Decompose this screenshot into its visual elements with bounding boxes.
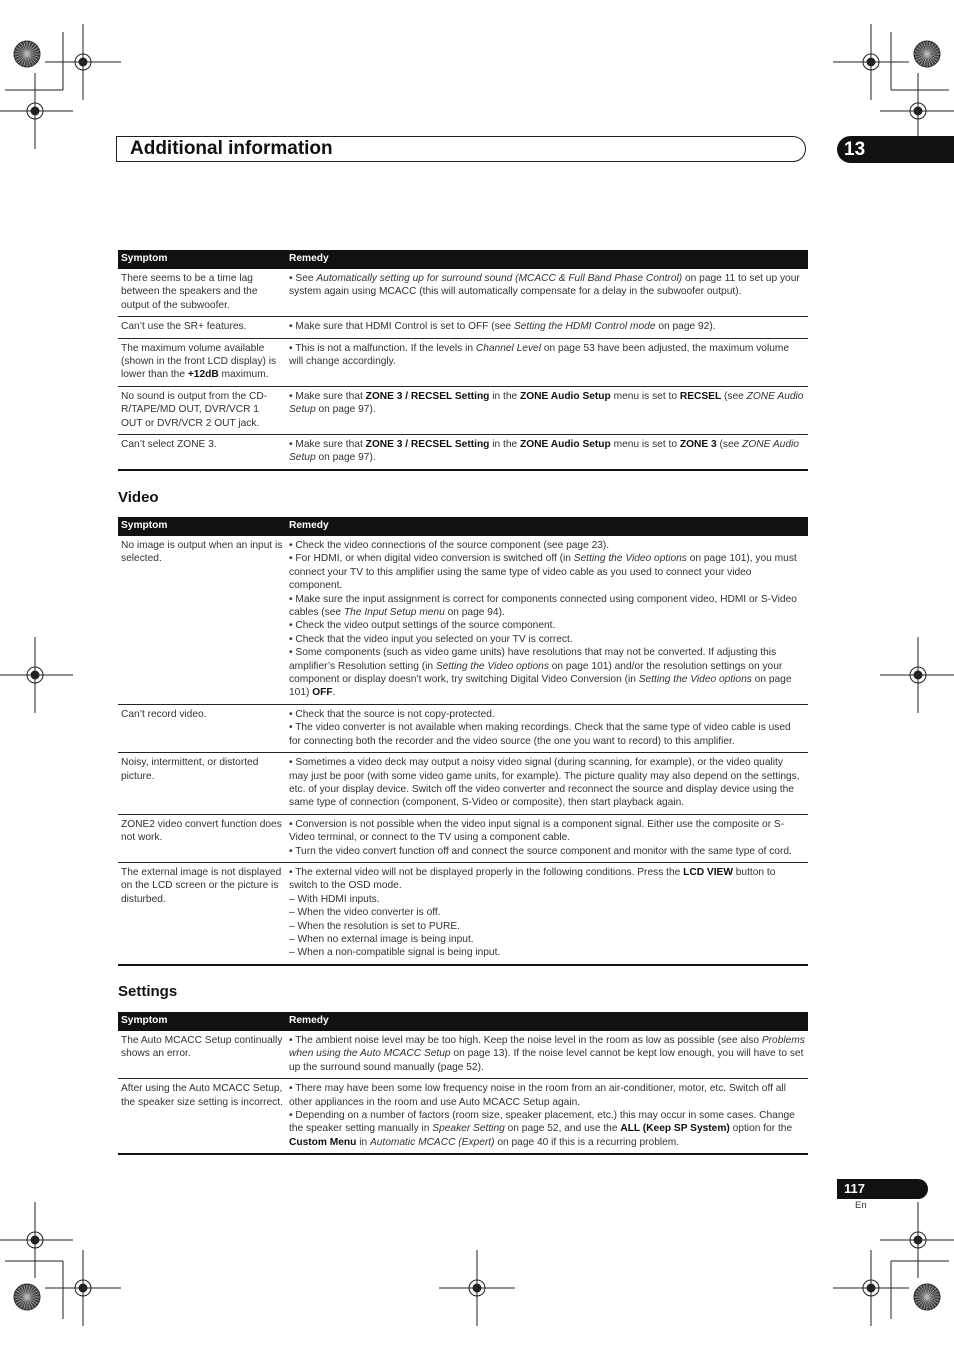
starburst-ray xyxy=(924,41,927,54)
starburst-ray xyxy=(914,54,927,57)
starburst-mark xyxy=(914,1284,940,1310)
starburst-ray xyxy=(21,1286,28,1297)
starburst-ray xyxy=(16,1291,27,1298)
starburst-ray xyxy=(924,1284,927,1297)
remedy-cell xyxy=(286,317,808,338)
page-title: Additional information xyxy=(130,138,333,159)
starburst-ray xyxy=(918,54,927,63)
crosshair-dot xyxy=(473,1284,481,1292)
remedy-cell xyxy=(286,753,808,815)
crosshair-dot xyxy=(79,1284,87,1292)
symptom-cell: Can’t record video. xyxy=(118,704,286,752)
symptom-cell: No image is output when an input is selected. xyxy=(118,536,286,704)
starburst-ray xyxy=(18,1297,27,1306)
remedy-line: • This is not a malfunction. If the levels in Channel Level on page 53 have been adjusted, the maximum volume will change accordingly. xyxy=(289,342,790,368)
column-header-symptom: Symptom xyxy=(118,517,286,536)
troubleshooting-table-video xyxy=(118,517,808,966)
crosshair-dot xyxy=(31,1236,39,1244)
remedy-line: • Some components (such as video game units) have resolutions that may not be converted. If adjusting this amplifier’s Resolution setting (in Setting the Video options on page 101) and/or the resolution settings on your component or display doesn’t work, try switching Digital Video Conversion (in Setting the Video options on page 101) OFF. xyxy=(289,647,792,699)
starburst-ray xyxy=(927,54,940,57)
column-header-remedy: Remedy xyxy=(286,517,808,536)
symptom-cell: ZONE2 video convert function does not work. xyxy=(118,814,286,862)
remedy-line: • The video converter is not available when making recordings. Check that the same type of video cable is used for connecting both the recorder and the video source (the one you want to record) to this amplifier. xyxy=(289,722,791,747)
table-row xyxy=(118,1079,808,1155)
crosshair-circle xyxy=(75,1280,91,1296)
starburst-mark xyxy=(914,41,940,67)
crosshair-circle xyxy=(27,103,43,119)
crosshair-circle xyxy=(27,1232,43,1248)
starburst-ray xyxy=(24,1297,27,1310)
table-header-row xyxy=(118,517,808,536)
starburst-ray xyxy=(24,54,27,67)
remedy-line: – When the video converter is off. xyxy=(289,907,441,919)
crosshair-dot xyxy=(31,107,39,115)
chapter-number-tab: 13 xyxy=(837,136,954,163)
crosshair-circle xyxy=(27,667,43,683)
table-row xyxy=(118,753,808,815)
crosshair-circle xyxy=(863,1280,879,1296)
column-header-remedy: Remedy xyxy=(286,1012,808,1031)
starburst-ray xyxy=(927,48,938,55)
starburst-ray xyxy=(927,1297,936,1306)
crosshair-circle xyxy=(863,54,879,70)
symptom-cell: Noisy, intermittent, or distorted picture. xyxy=(118,753,286,815)
starburst-ray xyxy=(916,54,927,61)
remedy-line: • The external video will not be displayed properly in the following conditions. Press the LCD VIEW button to switch to the OSD mode. xyxy=(289,866,776,892)
starburst-ray xyxy=(927,1294,940,1297)
remedy-line: • Turn the video convert function off and connect the source component and monitor with the same type of cord. xyxy=(289,845,792,857)
starburst-ray xyxy=(927,1286,934,1297)
remedy-line: • Check that the video input you selected on your TV is correct. xyxy=(289,633,573,645)
remedy-line: • Make sure that HDMI Control is set to OFF (see Setting the HDMI Control mode on page 92). xyxy=(289,321,716,333)
troubleshooting-table-settings xyxy=(118,1012,808,1155)
table-header-row xyxy=(118,250,808,269)
remedy-line: • Make sure that ZONE 3 / RECSEL Setting in the ZONE Audio Setup menu is set to RECSEL (see ZONE Audio Setup on page 97). xyxy=(289,390,804,416)
starburst-ray xyxy=(27,1297,30,1310)
starburst-ray xyxy=(16,54,27,61)
starburst-ray xyxy=(18,54,27,63)
table-row xyxy=(118,386,808,434)
starburst-ray xyxy=(21,1297,28,1308)
remedy-cell xyxy=(286,862,808,964)
symptom-cell: The external image is not displayed on the LCD screen or the picture is disturbed. xyxy=(118,862,286,964)
starburst-ray xyxy=(918,1288,927,1297)
remedy-line: – When no external image is being input. xyxy=(289,933,474,945)
remedy-line: • Sometimes a video deck may output a noisy video signal (during scanning, for example), or the video quality may just be poor (with some video game units, for example). The picture quality may also depend on the settings, etc. of your display device. Switch off the video converter and reconnect the source and display device using the same type of connection (component, S-Video or composite), then start playback again. xyxy=(289,757,800,809)
symptom-cell: Can’t use the SR+ features. xyxy=(118,317,286,338)
starburst-ray xyxy=(921,54,928,65)
starburst-ray xyxy=(21,54,28,65)
table-row xyxy=(118,862,808,964)
starburst-ray xyxy=(924,54,927,67)
crosshair-dot xyxy=(914,671,922,679)
starburst-ray xyxy=(16,48,27,55)
remedy-cell xyxy=(286,1079,808,1155)
starburst-ray xyxy=(21,43,28,54)
starburst-ray xyxy=(927,45,936,54)
remedy-line: • Depending on a number of factors (room size, speaker placement, etc.) this may occur in some cases. Change the speaker setting manually in Speaker Setting on page 52, and use the ALL (Keep SP System) option for the Custom Menu in Automatic MCACC (Expert) on page 40 if this is a recurring problem. xyxy=(289,1110,795,1148)
starburst-ray xyxy=(27,1297,34,1308)
remedy-line: • Check that the source is not copy-protected. xyxy=(289,708,495,720)
starburst-ray xyxy=(927,1297,938,1304)
starburst-ray xyxy=(27,54,36,63)
table-row xyxy=(118,338,808,386)
remedy-cell xyxy=(286,704,808,752)
starburst-ray xyxy=(927,51,940,54)
remedy-line: • Check the video output settings of the source component. xyxy=(289,620,556,632)
starburst-ray xyxy=(14,54,27,57)
starburst-ray xyxy=(18,1288,27,1297)
symptom-cell: After using the Auto MCACC Setup, the speaker size setting is incorrect. xyxy=(118,1079,286,1155)
starburst-ray xyxy=(14,1297,27,1300)
crosshair-circle xyxy=(910,1232,926,1248)
starburst-ray xyxy=(921,1297,928,1308)
starburst-ray xyxy=(27,1288,36,1297)
symptom-cell: The Auto MCACC Setup continually shows an error. xyxy=(118,1031,286,1079)
crosshair-dot xyxy=(79,58,87,66)
starburst-ray xyxy=(27,1297,40,1300)
starburst-ray xyxy=(16,1297,27,1304)
starburst-ray xyxy=(27,1297,36,1306)
table-row xyxy=(118,704,808,752)
starburst-ray xyxy=(27,54,38,61)
table-header-row xyxy=(118,1012,808,1031)
remedy-cell xyxy=(286,435,808,470)
starburst-mark xyxy=(14,41,40,67)
starburst-ray xyxy=(927,1291,938,1298)
crosshair-circle xyxy=(910,103,926,119)
starburst-ray xyxy=(27,1291,38,1298)
troubleshooting-table-general xyxy=(118,250,808,471)
page-number: 117 xyxy=(837,1179,928,1199)
starburst-ray xyxy=(27,1286,34,1297)
starburst-ray xyxy=(921,43,928,54)
starburst-ray xyxy=(24,1284,27,1297)
symptom-cell: Can’t select ZONE 3. xyxy=(118,435,286,470)
remedy-line: • The ambient noise level may be too high. Keep the noise level in the room as low as possible (see also Problems when using the Auto MCACC Setup on page 13). If the noise level cannot be kept low enough, you will have to set up the surround sound manually (page 52). xyxy=(289,1035,805,1073)
starburst-ray xyxy=(914,1294,927,1297)
column-header-symptom: Symptom xyxy=(118,1012,286,1031)
starburst-ray xyxy=(27,41,30,54)
crosshair-circle xyxy=(75,54,91,70)
crosshair-dot xyxy=(914,107,922,115)
symptom-cell: There seems to be a time lag between the speakers and the output of the subwoofer. xyxy=(118,269,286,317)
remedy-line: • Conversion is not possible when the video input signal is a component signal. Either use the composite or S-Video terminal, or connect to the TV using a component cable. xyxy=(289,818,785,844)
starburst-ray xyxy=(927,41,930,54)
starburst-ray xyxy=(27,48,38,55)
starburst-ray xyxy=(916,1297,927,1304)
starburst-ray xyxy=(927,54,936,63)
starburst-ray xyxy=(927,54,934,65)
table-row xyxy=(118,536,808,704)
crosshair-dot xyxy=(867,58,875,66)
starburst-ray xyxy=(927,54,930,67)
remedy-cell xyxy=(286,338,808,386)
starburst-ray xyxy=(927,1297,934,1308)
starburst-ray xyxy=(927,43,934,54)
symptom-cell: No sound is output from the CD-R/TAPE/MD OUT, DVR/VCR 1 OUT or DVR/VCR 2 OUT jack. xyxy=(118,386,286,434)
starburst-ray xyxy=(927,1284,930,1297)
starburst-ray xyxy=(924,1297,927,1310)
symptom-cell: The maximum volume available (shown in the front LCD display) is lower than the +12dB maximum. xyxy=(118,338,286,386)
starburst-ray xyxy=(14,1294,27,1297)
crosshair-dot xyxy=(914,1236,922,1244)
starburst-ray xyxy=(27,54,30,67)
page-language: En xyxy=(855,1200,867,1211)
remedy-line: – When a non-compatible signal is being input. xyxy=(289,947,501,959)
starburst-ray xyxy=(27,51,40,54)
remedy-cell xyxy=(286,386,808,434)
crosshair-dot xyxy=(31,671,39,679)
starburst-mark xyxy=(14,1284,40,1310)
starburst-ray xyxy=(27,54,40,57)
column-header-symptom: Symptom xyxy=(118,250,286,269)
remedy-line: – When the resolution is set to PURE. xyxy=(289,920,461,932)
section-heading-settings: Settings xyxy=(118,983,178,1000)
remedy-cell xyxy=(286,536,808,704)
crosshair-circle xyxy=(469,1280,485,1296)
table-row xyxy=(118,317,808,338)
starburst-ray xyxy=(27,1297,38,1304)
remedy-line: • Make sure that ZONE 3 / RECSEL Setting in the ZONE Audio Setup menu is set to ZONE 3 (see ZONE Audio Setup on page 97). xyxy=(289,439,799,464)
starburst-ray xyxy=(927,54,938,61)
starburst-ray xyxy=(927,1288,936,1297)
remedy-line: • Make sure the input assignment is correct for components connected using component video, HDMI or S-Video cables (see The Input Setup menu on page 94). xyxy=(289,593,797,619)
starburst-ray xyxy=(918,45,927,54)
remedy-line: • For HDMI, or when digital video conversion is switched off (in Setting the Video options on page 101), you must connect your TV to this amplifier using the same type of video cable as you used to connect your video component. xyxy=(289,553,797,592)
starburst-ray xyxy=(27,1294,40,1297)
starburst-ray xyxy=(24,41,27,54)
crosshair-circle xyxy=(910,667,926,683)
starburst-ray xyxy=(27,54,34,65)
starburst-ray xyxy=(14,51,27,54)
remedy-line: – With HDMI inputs. xyxy=(289,893,380,905)
starburst-ray xyxy=(914,1297,927,1300)
starburst-ray xyxy=(914,51,927,54)
table-row xyxy=(118,269,808,317)
starburst-ray xyxy=(18,45,27,54)
remedy-cell xyxy=(286,1031,808,1079)
starburst-ray xyxy=(927,1297,930,1310)
table-row xyxy=(118,435,808,470)
starburst-ray xyxy=(916,48,927,55)
section-heading-video: Video xyxy=(118,489,159,506)
remedy-line: • Check the video connections of the source component (see page 23). xyxy=(289,540,610,551)
remedy-cell xyxy=(286,269,808,317)
starburst-ray xyxy=(27,1284,30,1297)
table-row xyxy=(118,1031,808,1079)
table-row xyxy=(118,814,808,862)
remedy-line: • See Automatically setting up for surround sound (MCACC & Full Band Phase Control) on page 11 to set up your system again using MCACC (this will automatically compensate for a delay in the subwoofer output). xyxy=(289,273,800,298)
starburst-ray xyxy=(27,45,36,54)
remedy-cell xyxy=(286,814,808,862)
starburst-ray xyxy=(916,1291,927,1298)
starburst-ray xyxy=(921,1286,928,1297)
remedy-line: • There may have been some low frequency noise in the room from an air-conditioner, motor, etc. Switch off all other appliances in the room and use Auto MCACC Setup again. xyxy=(289,1083,786,1108)
starburst-ray xyxy=(918,1297,927,1306)
starburst-ray xyxy=(927,1297,940,1300)
column-header-remedy: Remedy xyxy=(286,250,808,269)
crosshair-dot xyxy=(867,1284,875,1292)
starburst-ray xyxy=(27,43,34,54)
